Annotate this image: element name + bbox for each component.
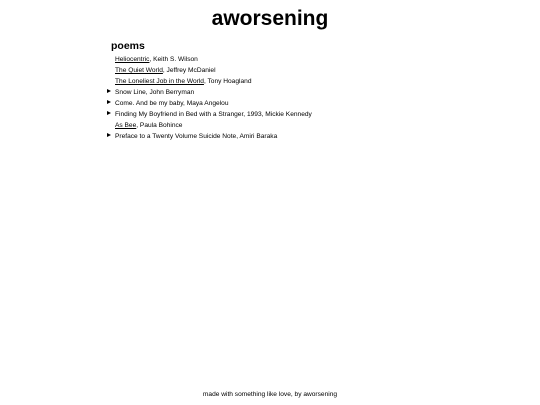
poem-link-the-loneliest-job[interactable]: The Loneliest Job in the World: [115, 78, 204, 85]
poem-item: [107, 120, 447, 131]
poem-list: [107, 54, 447, 142]
poem-item: [107, 54, 447, 65]
footer-credit: made with something like love, by aworsening: [202, 391, 338, 398]
poem-disclosure-come-and-be-my-baby[interactable]: [107, 98, 447, 109]
poem-link-heliocentric[interactable]: Heliocentric: [115, 56, 150, 63]
disclosure-triangle-icon[interactable]: [107, 98, 111, 109]
poem-item: [107, 65, 447, 76]
poem-summary[interactable]: Snow Line, John Berryman: [115, 89, 195, 96]
section-heading-poems: poems: [111, 40, 145, 52]
poem-author: , Tony Hoagland: [203, 78, 252, 85]
poem-author: , Keith S. Wilson: [149, 56, 198, 63]
poem-summary[interactable]: Come. And be my baby, Maya Angelou: [115, 100, 229, 107]
disclosure-triangle-icon[interactable]: [107, 109, 111, 120]
poem-author: , Jeffrey McDaniel: [162, 67, 216, 74]
poem-summary[interactable]: Preface to a Twenty Volume Suicide Note, Amiri Baraka: [115, 133, 278, 140]
disclosure-triangle-icon[interactable]: [107, 131, 111, 142]
disclosure-triangle-icon[interactable]: [107, 87, 111, 98]
poem-disclosure-finding-my-boyfriend[interactable]: [107, 109, 447, 120]
poem-disclosure-snow-line[interactable]: [107, 87, 447, 98]
poem-author: , Paula Bohince: [136, 122, 183, 129]
main-content: [107, 39, 447, 142]
poem-item: [107, 76, 447, 87]
poem-disclosure-preface-suicide-note[interactable]: [107, 131, 447, 142]
poem-link-the-quiet-world[interactable]: The Quiet World: [115, 67, 163, 74]
poem-link-as-bee[interactable]: As Bee: [115, 122, 137, 129]
poem-summary[interactable]: Finding My Boyfriend in Bed with a Stranger, 1993, Mickie Kennedy: [115, 111, 312, 118]
site-title: aworsening: [211, 7, 329, 30]
